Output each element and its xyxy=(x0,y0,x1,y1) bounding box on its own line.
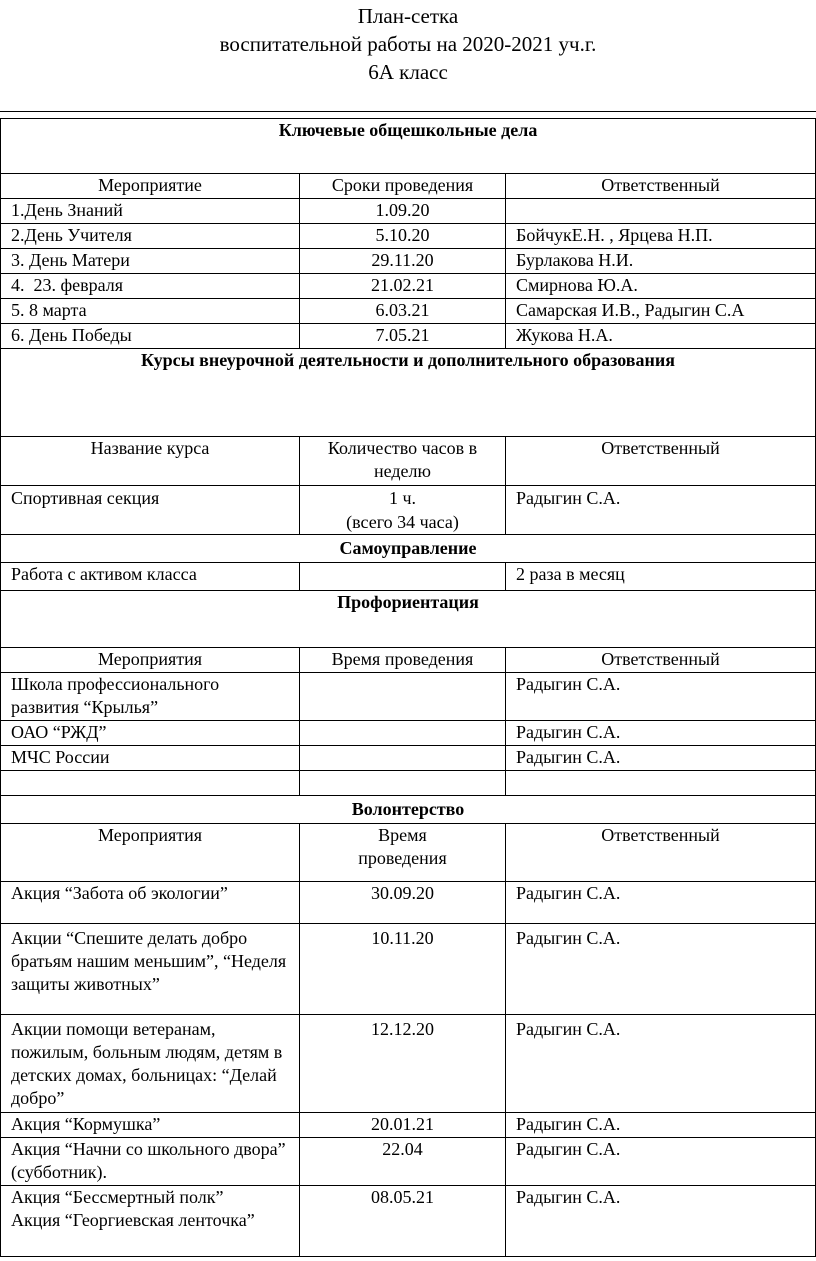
table-header: Ответственный xyxy=(506,437,816,486)
event-responsible: Бурлакова Н.И. xyxy=(506,249,816,274)
self-gov-empty xyxy=(300,563,506,591)
plan-table xyxy=(0,118,816,1257)
self-gov-frequency: 2 раза в месяц xyxy=(506,563,816,591)
doc-class: 6А класс xyxy=(368,60,448,84)
table-row xyxy=(1,563,816,591)
event-responsible: БойчукЕ.Н. , Ярцева Н.П. xyxy=(506,224,816,249)
career-responsible: Радыгин С.А. xyxy=(506,721,816,746)
table-header: Название курса xyxy=(1,437,300,486)
event-date: 5.10.20 xyxy=(300,224,506,249)
career-event: МЧС России xyxy=(1,746,300,771)
volunteer-date: 12.12.20 xyxy=(300,1015,506,1113)
event-date: 21.02.21 xyxy=(300,274,506,299)
event-responsible: Смирнова Ю.А. xyxy=(506,274,816,299)
table-row xyxy=(1,249,816,274)
career-responsible: Радыгин С.А. xyxy=(506,746,816,771)
event-name: 4. 23. февраля xyxy=(1,274,300,299)
table-row xyxy=(1,324,816,349)
table-header: Ответственный xyxy=(506,648,816,673)
doc-subtitle: воспитательной работы на 2020-2021 уч.г. xyxy=(219,32,597,56)
section-title-volunteer: Волонтерство xyxy=(1,796,816,824)
table-row xyxy=(1,274,816,299)
career-event: ОАО “РЖД” xyxy=(1,721,300,746)
event-responsible xyxy=(506,199,816,224)
table-row xyxy=(1,771,816,796)
volunteer-date: 30.09.20 xyxy=(300,882,506,924)
table-row xyxy=(1,1015,816,1113)
volunteer-date: 22.04 xyxy=(300,1138,506,1186)
course-name: Спортивная секция xyxy=(1,486,300,535)
volunteer-event: Акции помощи ветеранам, пожилым, больным людям, детям в детских домах, больницах: “Делай добро” xyxy=(1,1015,300,1113)
volunteer-event: Акции “Спешите делать добро братьям нашим меньшим”, “Неделя защиты животных” xyxy=(1,924,300,1015)
table-header: Количество часов в неделю xyxy=(300,437,506,486)
event-date: 6.03.21 xyxy=(300,299,506,324)
career-date xyxy=(300,721,506,746)
self-gov-activity: Работа с активом класса xyxy=(1,563,300,591)
event-name: 3. День Матери xyxy=(1,249,300,274)
table-row xyxy=(1,199,816,224)
volunteer-responsible: Радыгин С.А. xyxy=(506,1113,816,1138)
table-row xyxy=(1,1113,816,1138)
volunteer-date: 20.01.21 xyxy=(300,1113,506,1138)
event-name: 2.День Учителя xyxy=(1,224,300,249)
event-responsible: Жукова Н.А. xyxy=(506,324,816,349)
table-header: Мероприятие xyxy=(1,174,300,199)
event-name: 1.День Знаний xyxy=(1,199,300,224)
table-row xyxy=(1,299,816,324)
event-date: 29.11.20 xyxy=(300,249,506,274)
volunteer-event: Акция “Начни со школьного двора” (субботник). xyxy=(1,1138,300,1186)
table-row xyxy=(1,882,816,924)
career-responsible: Радыгин С.А. xyxy=(506,673,816,721)
section-title-courses: Курсы внеурочной деятельности и дополнительного образования xyxy=(1,349,816,437)
career-event: Школа профессионального развития “Крылья” xyxy=(1,673,300,721)
event-date: 7.05.21 xyxy=(300,324,506,349)
career-responsible xyxy=(506,771,816,796)
section-title-self-gov: Самоуправление xyxy=(1,535,816,563)
event-name: 5. 8 марта xyxy=(1,299,300,324)
career-event xyxy=(1,771,300,796)
table-row xyxy=(1,224,816,249)
volunteer-responsible: Радыгин С.А. xyxy=(506,924,816,1015)
course-hours-total: (всего 34 часа) xyxy=(346,512,459,532)
course-responsible: Радыгин С.А. xyxy=(506,486,816,535)
table-header: Сроки проведения xyxy=(300,174,506,199)
course-hours xyxy=(300,486,506,535)
table-row xyxy=(1,746,816,771)
volunteer-responsible: Радыгин С.А. xyxy=(506,1138,816,1186)
career-date xyxy=(300,673,506,721)
volunteer-responsible: Радыгин С.А. xyxy=(506,1015,816,1113)
event-date: 1.09.20 xyxy=(300,199,506,224)
table-row xyxy=(1,721,816,746)
doc-title: План-сетка xyxy=(357,4,459,28)
career-date xyxy=(300,771,506,796)
table-row xyxy=(1,924,816,1015)
header-rule xyxy=(0,111,816,112)
table-header: Время проведения xyxy=(300,648,506,673)
course-hours-weekly: 1 ч. xyxy=(388,488,417,508)
volunteer-date: 08.05.21 xyxy=(300,1186,506,1257)
career-date xyxy=(300,746,506,771)
table-row xyxy=(1,486,816,535)
table-header: Время проведения xyxy=(300,824,506,882)
section-title-career: Профориентация xyxy=(1,591,816,648)
table-header: Ответственный xyxy=(506,174,816,199)
section-title-key-events: Ключевые общешкольные дела xyxy=(1,119,816,174)
volunteer-responsible: Радыгин С.А. xyxy=(506,882,816,924)
volunteer-event: Акция “Кормушка” xyxy=(1,1113,300,1138)
table-row xyxy=(1,1138,816,1186)
table-row xyxy=(1,673,816,721)
table-header: Мероприятия xyxy=(1,648,300,673)
volunteer-date: 10.11.20 xyxy=(300,924,506,1015)
event-responsible: Самарская И.В., Радыгин С.А xyxy=(506,299,816,324)
event-name: 6. День Победы xyxy=(1,324,300,349)
volunteer-responsible: Радыгин С.А. xyxy=(506,1186,816,1257)
table-header: Ответственный xyxy=(506,824,816,882)
table-row xyxy=(1,1186,816,1257)
volunteer-event: Акция “Забота об экологии” xyxy=(1,882,300,924)
volunteer-event: Акция “Бессмертный полк” Акция “Георгиевская ленточка” xyxy=(1,1186,300,1257)
table-header: Мероприятия xyxy=(1,824,300,882)
